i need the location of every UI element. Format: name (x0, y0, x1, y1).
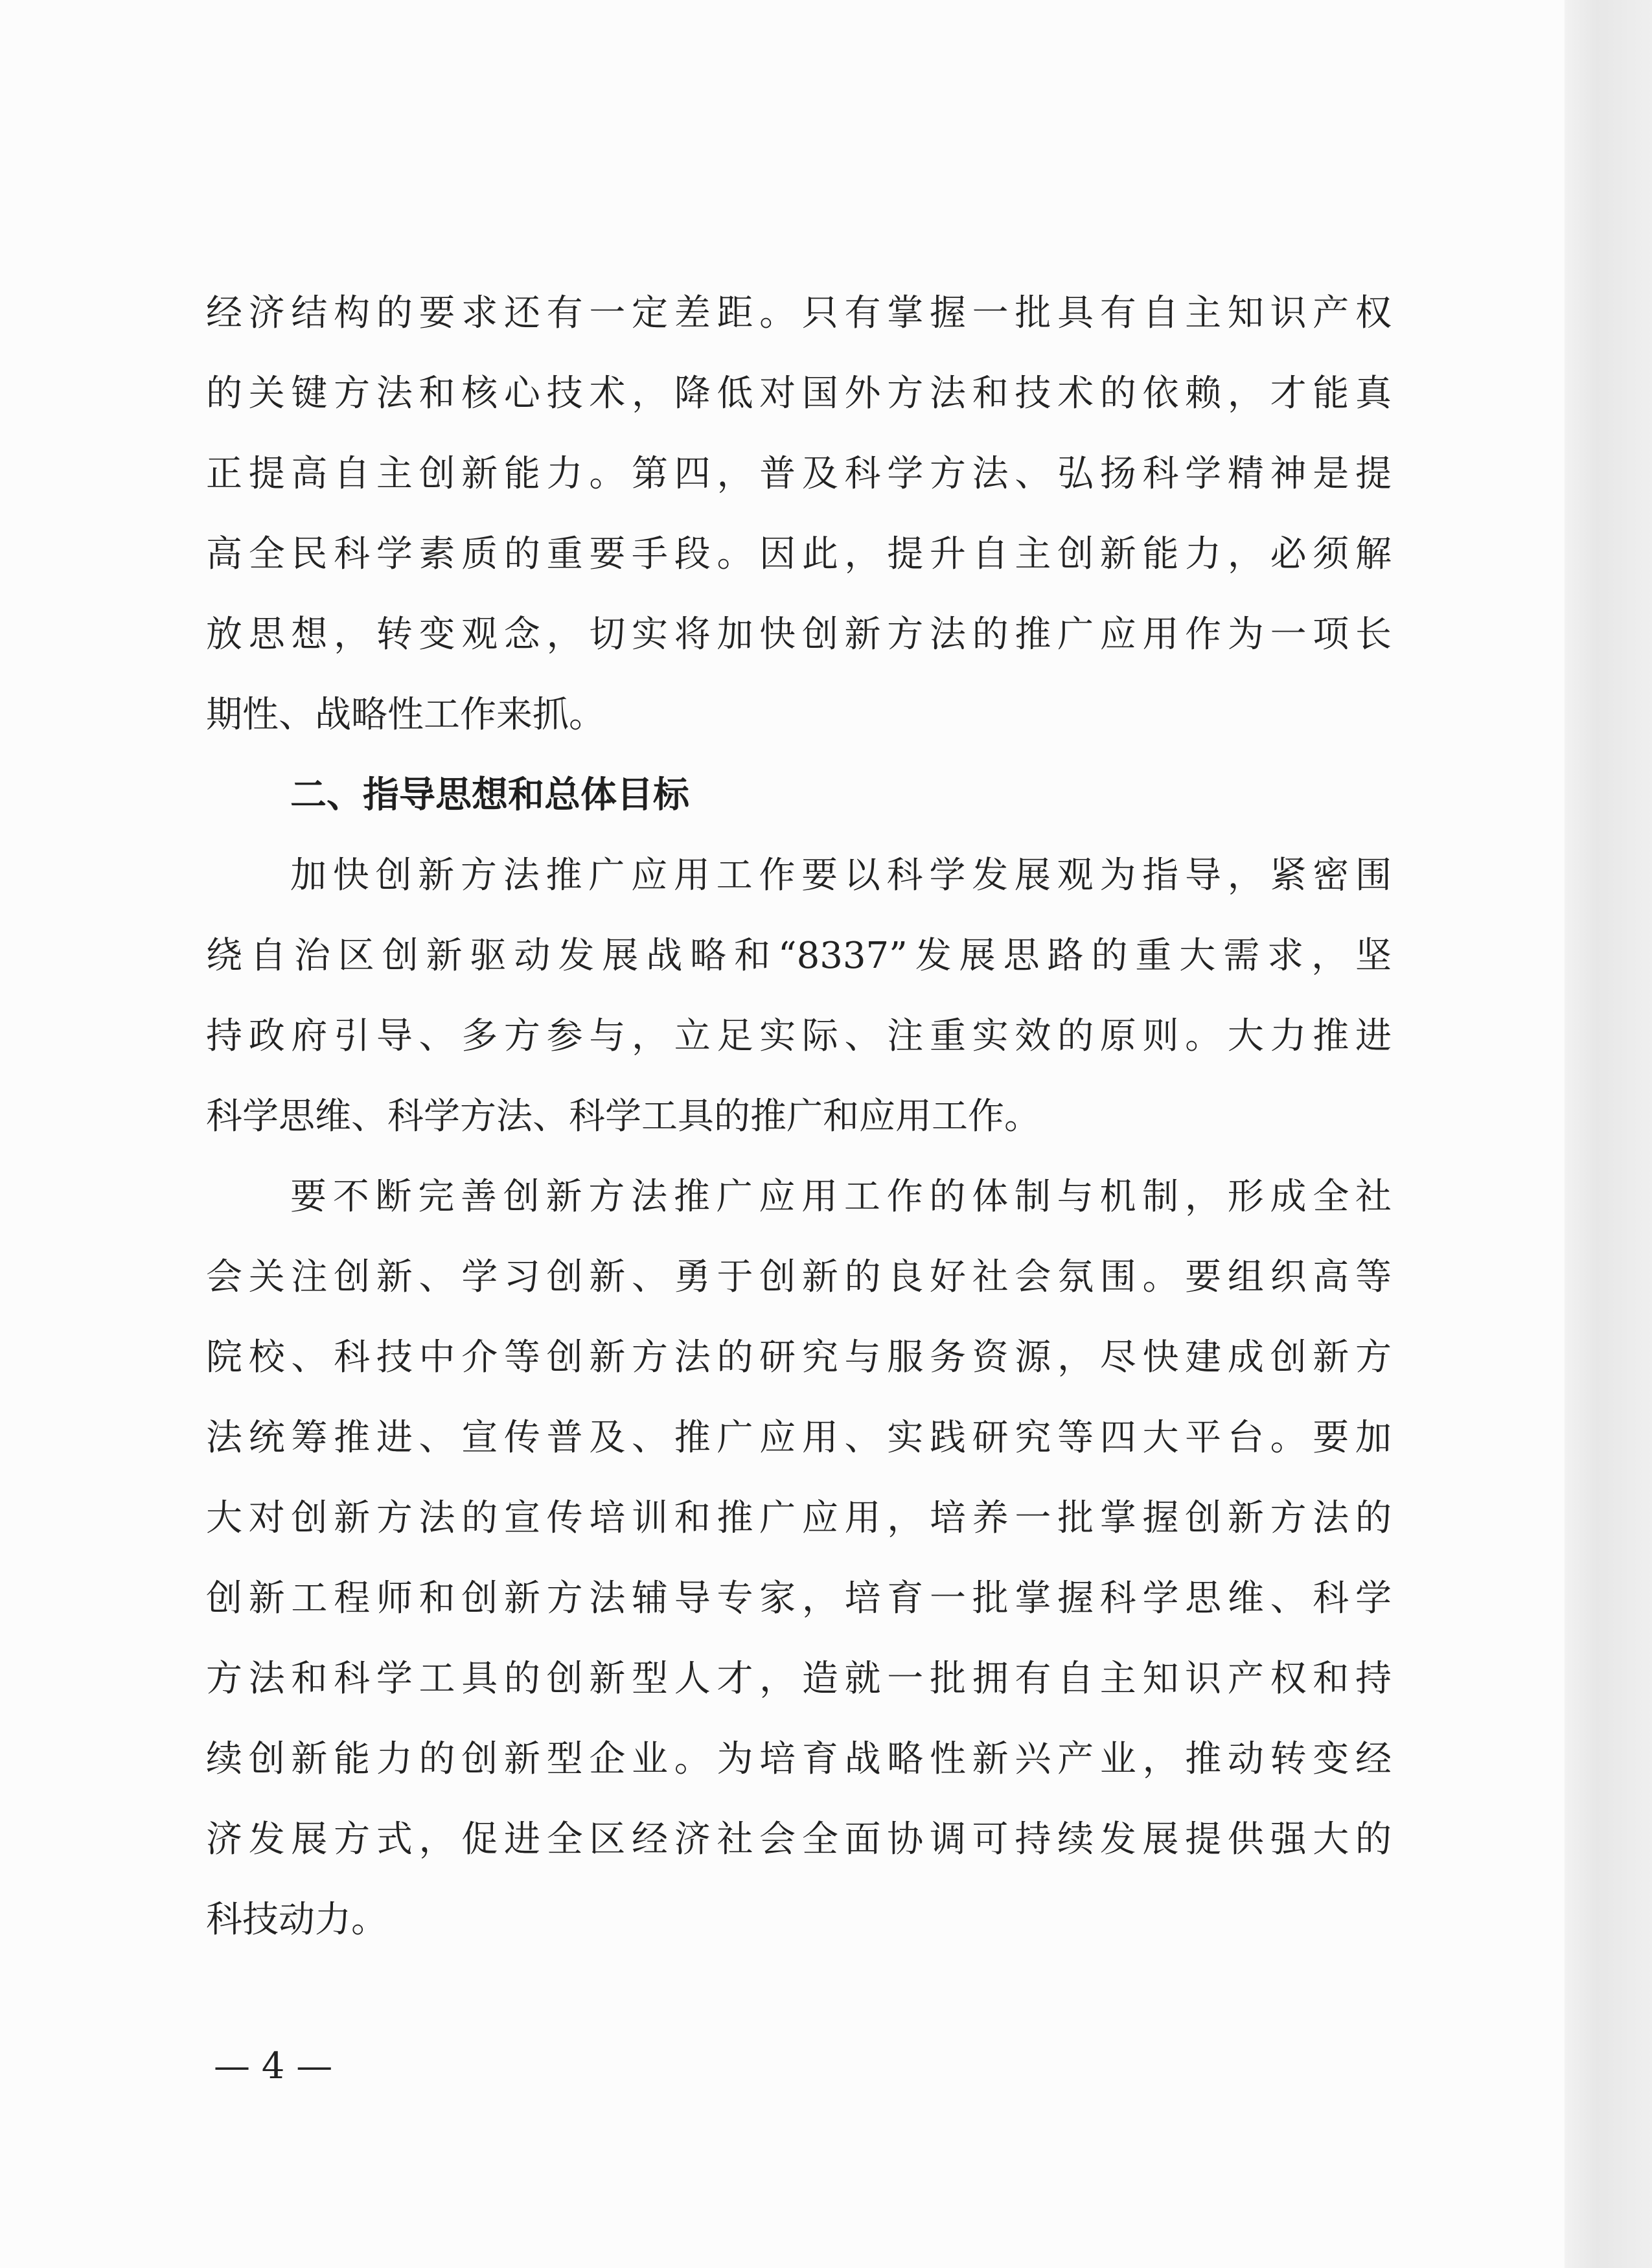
body-text-line: 正提高自主创新能力。第四，普及科学方法、弘扬科学精神是提 (206, 453, 1392, 495)
page-number: — 4 — (214, 2045, 333, 2087)
body-text-line: 要不断完善创新方法推广应用工作的体制与机制，形成全社 (290, 1176, 1392, 1218)
body-text-line: 加快创新方法推广应用工作要以科学发展观为指导，紧密围 (290, 854, 1392, 897)
body-text-line: 科学思维、科学方法、科学工具的推广和应用工作。 (206, 1095, 1040, 1138)
body-text-line: 的关键方法和核心技术，降低对国外方法和技术的依赖，才能真 (206, 372, 1392, 415)
body-text-line: 高全民科学素质的重要手段。因此，提升自主创新能力，必须解 (206, 533, 1392, 575)
body-text-line: 方法和科学工具的创新型人才，造就一批拥有自主知识产权和持 (206, 1658, 1392, 1700)
page-edge-shadow (1565, 0, 1652, 2268)
body-text-line: 济发展方式，促进全区经济社会全面协调可持续发展提供强大的 (206, 1818, 1392, 1861)
body-text-line: 经济结构的要求还有一定差距。只有掌握一批具有自主知识产权 (206, 292, 1392, 334)
body-text-line: 期性、战略性工作来抓。 (206, 694, 605, 736)
body-text-line: 会关注创新、学习创新、勇于创新的良好社会氛围。要组织高等 (206, 1256, 1392, 1298)
body-text-line: 持政府引导、多方参与，立足实际、注重实效的原则。大力推进 (206, 1015, 1392, 1057)
body-text-line: 续创新能力的创新型企业。为培育战略性新兴产业，推动转变经 (206, 1738, 1392, 1780)
body-text-line: 大对创新方法的宣传培训和推广应用，培养一批掌握创新方法的 (206, 1497, 1392, 1539)
body-text-line: 法统筹推进、宣传普及、推广应用、实践研究等四大平台。要加 (206, 1417, 1392, 1459)
body-text-line: 科技动力。 (206, 1899, 387, 1941)
body-text-line: 创新工程师和创新方法辅导专家，培育一批掌握科学思维、科学 (206, 1577, 1392, 1620)
body-text-line: 院校、科技中介等创新方法的研究与服务资源，尽快建成创新方 (206, 1336, 1392, 1379)
body-text-line: 放思想，转变观念，切实将加快创新方法的推广应用作为一项长 (206, 613, 1392, 656)
body-text-line: 绕自治区创新驱动发展战略和“8337”发展思路的重大需求，坚 (206, 935, 1392, 977)
section-heading: 二、指导思想和总体目标 (290, 774, 689, 816)
